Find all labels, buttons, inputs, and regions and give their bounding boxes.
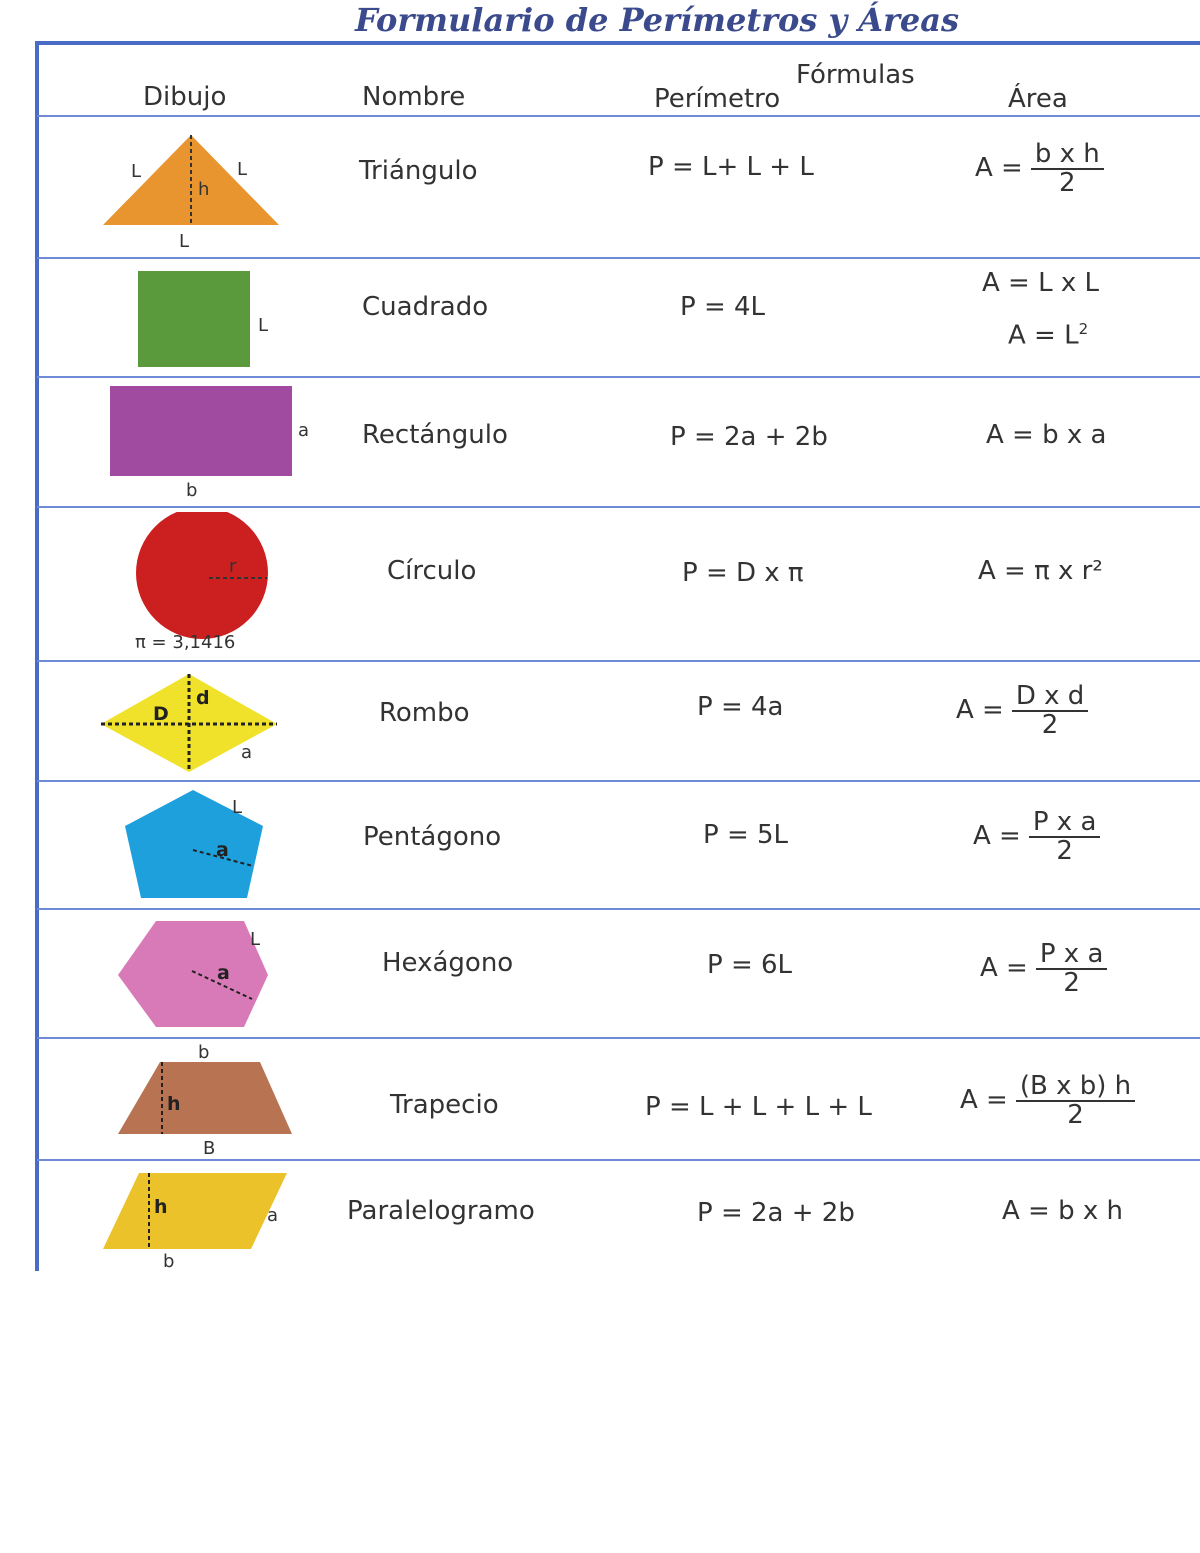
area-trapezoid-lhs: A = <box>960 1085 1008 1115</box>
area-square-line2 <box>1008 314 1088 351</box>
header-name: Nombre <box>362 82 466 112</box>
trapezoid-label-top: b <box>198 1042 210 1063</box>
pentagon-shape <box>125 790 263 898</box>
area-hexagon-lhs: A = <box>980 953 1028 983</box>
trapezoid-label-height: h <box>167 1093 181 1115</box>
perimeter-parallelogram: P = 2a + 2b <box>697 1198 855 1228</box>
name-hexagon: Hexágono <box>382 948 514 978</box>
header-formulas: Fórmulas <box>796 60 915 90</box>
name-triangle: Triángulo <box>359 156 478 186</box>
row-divider <box>37 908 1200 910</box>
square-figure <box>130 265 290 375</box>
perimeter-circle: P = D x π <box>682 558 804 588</box>
parallelogram-figure <box>95 1165 295 1273</box>
area-triangle-den: 2 <box>1059 168 1076 198</box>
triangle-label-height: h <box>198 179 210 200</box>
rectangle-figure <box>100 380 330 505</box>
hexagon-label-apothem: a <box>217 962 230 984</box>
rectangle-label-height: a <box>298 420 310 441</box>
circle-label-pi: π = 3,1416 <box>135 632 236 653</box>
header-area: Área <box>1008 84 1068 114</box>
area-pentagon-num: P x a <box>1029 808 1101 838</box>
name-square: Cuadrado <box>362 292 489 322</box>
trapezoid-figure <box>110 1040 310 1158</box>
perimeter-triangle: P = L+ L + L <box>648 152 814 182</box>
rhombus-label-side: a <box>241 742 253 763</box>
hexagon-shape <box>118 921 268 1027</box>
name-rhombus: Rombo <box>379 698 470 728</box>
rhombus-label-major: D <box>153 703 169 725</box>
parallelogram-shape <box>103 1173 287 1249</box>
area-trapezoid-den: 2 <box>1067 1100 1084 1130</box>
perimeter-rhombus: P = 4a <box>697 692 784 722</box>
circle-figure <box>125 512 285 660</box>
perimeter-hexagon: P = 6L <box>707 950 793 980</box>
area-trapezoid-num: (B x b) h <box>1016 1072 1135 1102</box>
triangle-label-base: L <box>179 231 190 252</box>
area-pentagon-den: 2 <box>1056 836 1073 866</box>
parallelogram-label-side: a <box>267 1205 279 1226</box>
square-label-side: L <box>258 315 269 336</box>
rectangle-label-base: b <box>186 480 198 501</box>
area-parallelogram: A = b x h <box>1002 1196 1123 1226</box>
name-trapezoid: Trapecio <box>390 1090 499 1120</box>
triangle-label-right: L <box>237 159 248 180</box>
area-trapezoid <box>960 1072 1135 1128</box>
perimeter-pentagon: P = 5L <box>703 820 789 850</box>
area-rectangle: A = b x a <box>986 420 1107 450</box>
name-parallelogram: Paralelogramo <box>347 1196 535 1226</box>
row-divider <box>37 780 1200 782</box>
pentagon-label-side: L <box>232 797 243 818</box>
area-square-line2-text: A = L <box>1008 320 1079 351</box>
name-circle: Círculo <box>387 556 477 586</box>
row-divider <box>37 257 1200 259</box>
row-divider <box>37 1159 1200 1161</box>
circle-shape <box>136 512 268 639</box>
area-hexagon-num: P x a <box>1036 940 1108 970</box>
row-divider <box>37 115 1200 117</box>
area-triangle-lhs: A = <box>975 153 1023 183</box>
area-hexagon <box>980 940 1107 996</box>
area-hexagon-den: 2 <box>1063 968 1080 998</box>
area-pentagon <box>973 808 1100 864</box>
area-circle: A = π x r² <box>978 556 1103 586</box>
perimeter-trapezoid: P = L + L + L + L <box>645 1092 872 1122</box>
trapezoid-shape <box>118 1062 292 1134</box>
name-rectangle: Rectángulo <box>362 420 508 450</box>
row-divider <box>37 506 1200 508</box>
pentagon-figure <box>115 786 285 906</box>
hexagon-figure <box>110 915 280 1035</box>
area-square-line1: A = L x L <box>982 268 1099 298</box>
rhombus-label-minor: d <box>196 687 210 709</box>
rhombus-figure <box>95 668 295 778</box>
name-pentagon: Pentágono <box>363 822 502 852</box>
area-pentagon-lhs: A = <box>973 821 1021 851</box>
area-rhombus-lhs: A = <box>956 695 1004 725</box>
area-rhombus-num: D x d <box>1012 682 1088 712</box>
pentagon-label-apothem: a <box>216 839 229 861</box>
area-triangle-num: b x h <box>1031 140 1104 170</box>
area-rhombus <box>956 682 1088 738</box>
circle-label-radius: r <box>229 556 237 577</box>
header-drawing: Dibujo <box>143 82 227 112</box>
row-divider <box>37 660 1200 662</box>
triangle-figure <box>95 125 295 255</box>
row-divider <box>37 376 1200 378</box>
parallelogram-label-base: b <box>163 1251 175 1272</box>
hexagon-label-side: L <box>250 929 261 950</box>
area-square-exponent: 2 <box>1078 320 1089 338</box>
area-triangle <box>975 140 1104 196</box>
header-perimeter: Perímetro <box>654 84 781 114</box>
perimeter-rectangle: P = 2a + 2b <box>670 422 828 452</box>
perimeter-square: P = 4L <box>680 292 766 322</box>
triangle-label-left: L <box>131 161 142 182</box>
rectangle-shape <box>110 386 292 476</box>
parallelogram-label-height: h <box>154 1196 168 1218</box>
page-title: Formulario de Perímetros y Áreas <box>355 1 960 39</box>
trapezoid-label-bottom: B <box>203 1138 216 1158</box>
area-rhombus-den: 2 <box>1041 710 1059 740</box>
square-shape <box>138 271 250 367</box>
row-divider <box>37 1037 1200 1039</box>
